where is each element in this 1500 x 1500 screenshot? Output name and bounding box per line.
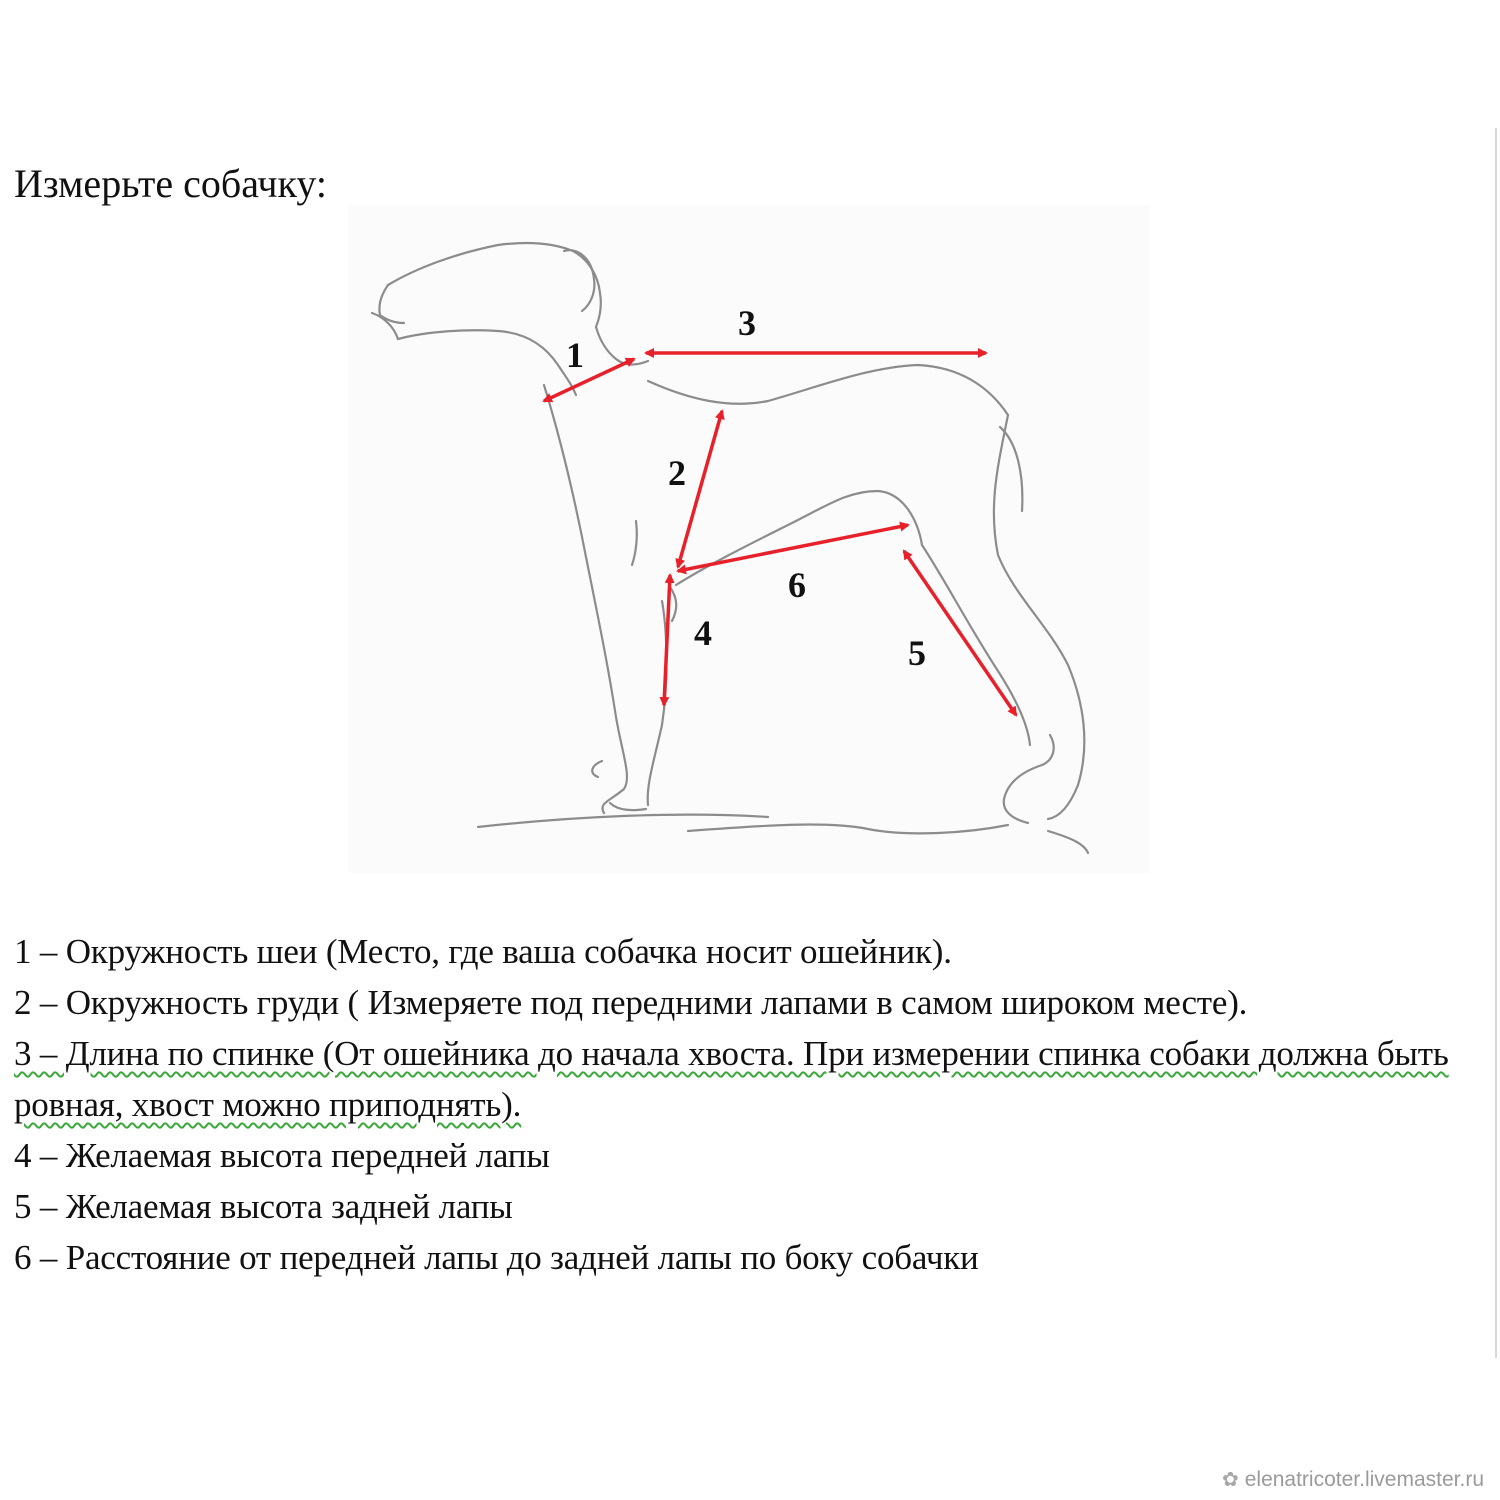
legend-item-3 [14,1028,1484,1130]
legend-item-4: 4 – Желаемая высота передней лапы [14,1136,550,1175]
measurement-legend [14,926,1484,1283]
legend-item-3-text: 3 – Длина по спинке (От ошейника до начала хвоста. При измерении спинка собаки должна быть ровная, хвост можно приподнять). [14,1034,1449,1124]
label-2: 2 [668,453,686,493]
diagram-svg [348,205,1150,873]
dog-measurement-diagram [348,205,1150,873]
page-heading: Измерьте собачку: [14,161,327,206]
label-4: 4 [694,613,712,653]
page-edge-line [1495,128,1497,1358]
label-1: 1 [566,335,584,375]
label-5: 5 [908,633,926,673]
label-3: 3 [738,303,756,343]
legend-item-6: 6 – Расстояние от передней лапы до задней лапы по боку собачки [14,1238,979,1277]
legend-item-2: 2 – Окружность груди ( Измеряете под передними лапами в самом широком месте). [14,983,1248,1022]
legend-item-5: 5 – Желаемая высота задней лапы [14,1187,513,1226]
legend-item-1: 1 – Окружность шеи (Место, где ваша собачка носит ошейник). [14,932,952,971]
label-6: 6 [788,565,806,605]
site-watermark [1222,1467,1484,1492]
watermark-text: elenatricoter.livemaster.ru [1244,1467,1484,1491]
flower-icon: ✿ [1221,1469,1239,1491]
